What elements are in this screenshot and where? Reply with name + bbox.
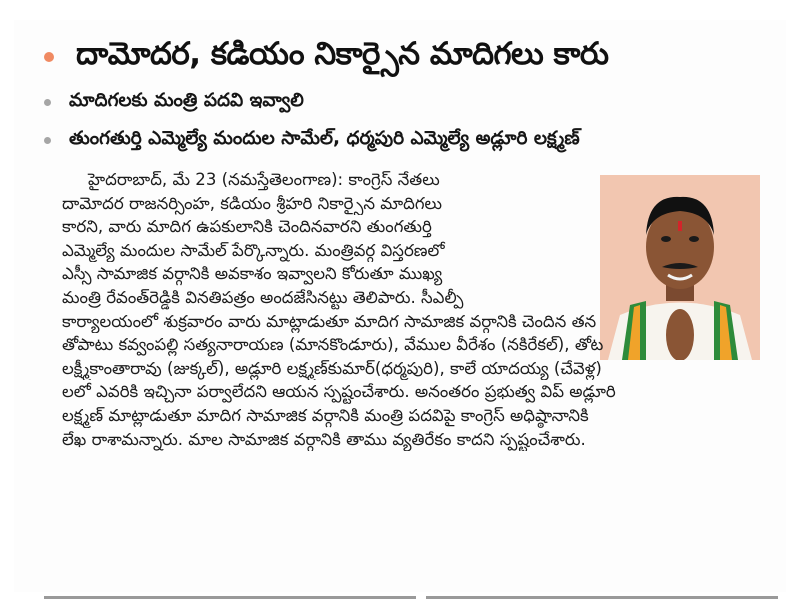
article-line: మంత్రి రేవంత్‌రెడ్డికి వినతిపత్రం అందజేసినట్టు తెలిపారు. సీఎల్పీ [62, 287, 464, 307]
bottom-rule-left [44, 596, 416, 599]
article-line: ఎస్సీ సామాజిక వర్గానికి అవకాశం ఇవ్వాలని కోరుతూ ముఖ్య [62, 264, 443, 284]
article-body [62, 168, 762, 451]
article-line: కార్యాలయంలో శుక్రవారం వారు మాట్లాడుతూ మాదిగ సామాజిక వర్గానికి చెందిన తన [62, 311, 597, 331]
article-line: లేఖ రాశామన్నారు. మాల సామాజిక వర్గానికి తాము వ్యతిరేకం కాదని స్పష్టంచేశారు. [62, 429, 586, 449]
article-line: దామోదర రాజనర్సింహ, కడియం శ్రీహరి నికార్సైన మాదిగలు [62, 193, 443, 213]
article-line: లక్ష్మణ్ మాట్లాడుతూ మాదిగ సామాజిక వర్గానికి మంత్రి పదవిపై కాంగ్రెస్ అధిష్ఠానానికి [62, 405, 589, 425]
bottom-rule-right [426, 596, 778, 599]
subhead-bullet-icon [44, 137, 51, 144]
article-line: ఎమ్మెల్యే మందుల సామేల్ పేర్కొన్నారు. మంత్రివర్గ విస్తరణలో [62, 240, 445, 260]
subhead-text: తుంగతుర్తి ఎమ్మెల్యే మందుల సామేల్, ధర్మపురి ఎమ్మెల్యే అడ్లూరి లక్ష్మణ్ [69, 127, 580, 149]
article-line: హైదరాబాద్, మే 23 (నమస్తేతెలంగాణ): కాంగ్రెస్ నేతలు [88, 170, 440, 189]
subhead-2 [44, 127, 580, 153]
subhead-bullet-icon [44, 99, 51, 106]
article-line: లక్ష్మీకాంతారావు (జుక్కల్), అడ్లూరి లక్ష్మణ్‌కుమార్(ధర్మపురి), కాలే యాదయ్య (చేవెళ్ల) [62, 358, 602, 378]
subhead-1 [44, 90, 304, 114]
article-line: లలో ఎవరికి ఇచ్చినా పర్వాలేదని ఆయన స్పష్టంచేశారు. అనంతరం ప్రభుత్వ విప్ అడ్లూరి [62, 382, 616, 402]
subhead-text: మాదిగలకు మంత్రి పదవి ఇవ్వాలి [69, 89, 304, 111]
article-line: తోపాటు కవ్వంపల్లి సత్యనారాయణ (మానకొండూరు), వేముల వీరేశం (నకిరేకల్), తోట [62, 335, 604, 355]
headline: దామోదర, కడియం నికార్సైన మాదిగలు కారు [76, 35, 609, 72]
article-line: కారని, వారు మాదిగ ఉపకులానికి చెందినవారని తుంగతుర్తి [62, 217, 432, 237]
headline-row [44, 32, 609, 82]
headline-bullet-icon [44, 52, 54, 62]
